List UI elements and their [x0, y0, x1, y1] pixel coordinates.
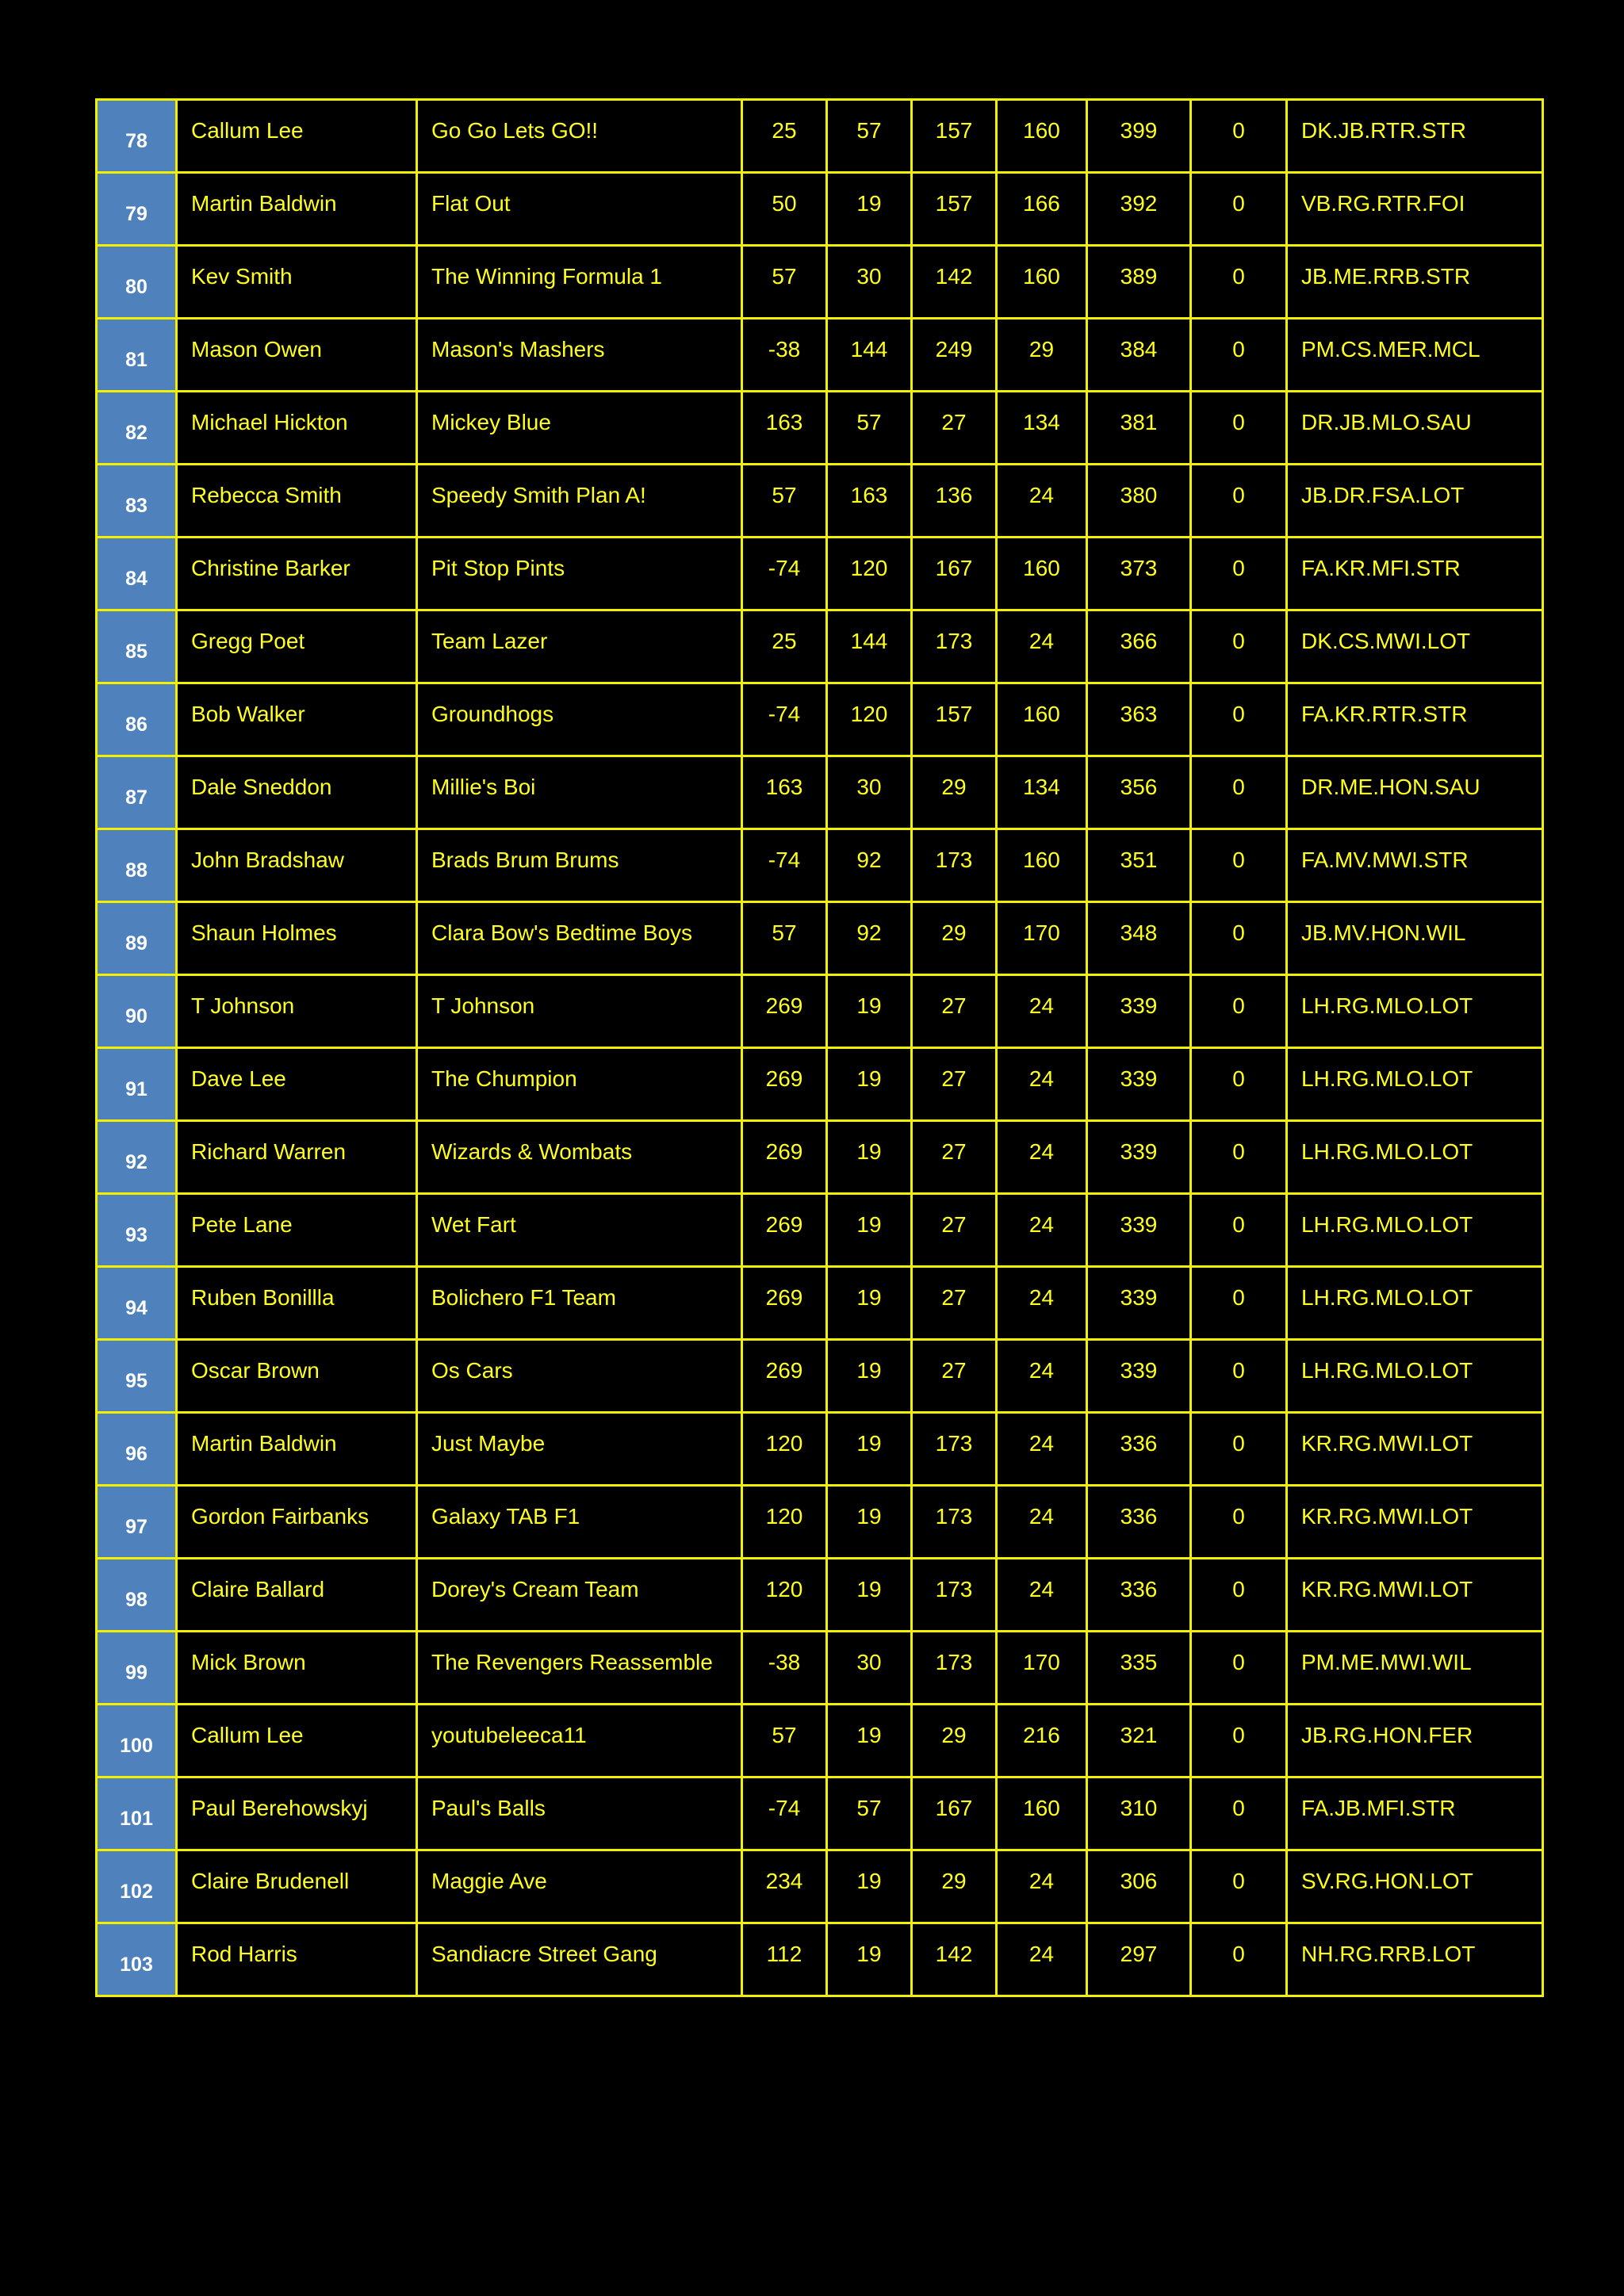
score-cell-2: 30 [827, 756, 912, 829]
rank-cell: 91 [97, 1048, 177, 1121]
total-points-cell: 336 [1087, 1559, 1191, 1632]
selection-code-cell: KR.RG.MWI.LOT [1287, 1486, 1543, 1559]
score-cell-4: 216 [997, 1705, 1087, 1777]
rank-cell: 83 [97, 465, 177, 538]
score-cell-2: 19 [827, 1923, 912, 1996]
score-cell-4: 134 [997, 392, 1087, 465]
player-name-cell: Michael Hickton [177, 392, 417, 465]
total-points-cell: 373 [1087, 538, 1191, 610]
score-cell-2: 92 [827, 829, 912, 902]
score-cell-3: 167 [912, 538, 997, 610]
total-points-cell: 339 [1087, 1194, 1191, 1267]
player-name-cell: Martin Baldwin [177, 173, 417, 246]
score-cell-4: 24 [997, 1413, 1087, 1486]
table-row [97, 1340, 1543, 1413]
score-cell-4: 166 [997, 173, 1087, 246]
table-row [97, 756, 1543, 829]
total-points-cell: 339 [1087, 1048, 1191, 1121]
player-name-cell: Martin Baldwin [177, 1413, 417, 1486]
team-name-cell: Wizards & Wombats [417, 1121, 742, 1194]
score-cell-2: 19 [827, 1559, 912, 1632]
score-cell-3: 142 [912, 246, 997, 319]
score-cell-2: 144 [827, 319, 912, 392]
total-points-cell: 381 [1087, 392, 1191, 465]
selection-code-cell: LH.RG.MLO.LOT [1287, 1340, 1543, 1413]
table-row [97, 100, 1543, 173]
bonus-cell: 0 [1191, 1923, 1287, 1996]
score-cell-4: 24 [997, 465, 1087, 538]
score-cell-2: 19 [827, 1705, 912, 1777]
score-cell-1: 269 [742, 1194, 827, 1267]
player-name-cell: Gordon Fairbanks [177, 1486, 417, 1559]
player-name-cell: T Johnson [177, 975, 417, 1048]
bonus-cell: 0 [1191, 1850, 1287, 1923]
rank-cell: 92 [97, 1121, 177, 1194]
score-cell-4: 24 [997, 1048, 1087, 1121]
selection-code-cell: PM.ME.MWI.WIL [1287, 1632, 1543, 1705]
score-cell-3: 27 [912, 392, 997, 465]
score-cell-4: 170 [997, 1632, 1087, 1705]
table-row [97, 829, 1543, 902]
team-name-cell: Flat Out [417, 173, 742, 246]
score-cell-4: 24 [997, 1850, 1087, 1923]
rank-cell: 102 [97, 1850, 177, 1923]
score-cell-3: 27 [912, 1121, 997, 1194]
total-points-cell: 392 [1087, 173, 1191, 246]
score-cell-3: 142 [912, 1923, 997, 1996]
score-cell-1: 269 [742, 1340, 827, 1413]
selection-code-cell: JB.RG.HON.FER [1287, 1705, 1543, 1777]
player-name-cell: Mick Brown [177, 1632, 417, 1705]
total-points-cell: 363 [1087, 683, 1191, 756]
team-name-cell: T Johnson [417, 975, 742, 1048]
table-row [97, 610, 1543, 683]
score-cell-3: 29 [912, 756, 997, 829]
total-points-cell: 297 [1087, 1923, 1191, 1996]
team-name-cell: Os Cars [417, 1340, 742, 1413]
selection-code-cell: JB.DR.FSA.LOT [1287, 465, 1543, 538]
score-cell-3: 136 [912, 465, 997, 538]
score-cell-2: 19 [827, 1194, 912, 1267]
score-cell-3: 249 [912, 319, 997, 392]
table-row [97, 1705, 1543, 1777]
score-cell-1: 269 [742, 1121, 827, 1194]
score-cell-3: 157 [912, 173, 997, 246]
table-row [97, 1048, 1543, 1121]
bonus-cell: 0 [1191, 538, 1287, 610]
score-cell-2: 19 [827, 1048, 912, 1121]
bonus-cell: 0 [1191, 756, 1287, 829]
selection-code-cell: SV.RG.HON.LOT [1287, 1850, 1543, 1923]
player-name-cell: Rod Harris [177, 1923, 417, 1996]
bonus-cell: 0 [1191, 975, 1287, 1048]
score-cell-1: 120 [742, 1486, 827, 1559]
score-cell-1: 120 [742, 1559, 827, 1632]
player-name-cell: Claire Ballard [177, 1559, 417, 1632]
rank-cell: 82 [97, 392, 177, 465]
player-name-cell: Claire Brudenell [177, 1850, 417, 1923]
score-cell-1: 269 [742, 1048, 827, 1121]
bonus-cell: 0 [1191, 246, 1287, 319]
rank-cell: 85 [97, 610, 177, 683]
score-cell-1: 50 [742, 173, 827, 246]
standings-table [95, 98, 1544, 1997]
table-body [97, 100, 1543, 1996]
score-cell-3: 173 [912, 1632, 997, 1705]
score-cell-4: 24 [997, 1340, 1087, 1413]
score-cell-4: 160 [997, 1777, 1087, 1850]
score-cell-1: 25 [742, 100, 827, 173]
rank-cell: 97 [97, 1486, 177, 1559]
total-points-cell: 339 [1087, 975, 1191, 1048]
player-name-cell: Rebecca Smith [177, 465, 417, 538]
total-points-cell: 380 [1087, 465, 1191, 538]
table-row [97, 683, 1543, 756]
table-row [97, 246, 1543, 319]
score-cell-3: 157 [912, 100, 997, 173]
score-cell-4: 24 [997, 1923, 1087, 1996]
selection-code-cell: LH.RG.MLO.LOT [1287, 1267, 1543, 1340]
score-cell-1: 269 [742, 975, 827, 1048]
rank-cell: 86 [97, 683, 177, 756]
score-cell-1: 163 [742, 392, 827, 465]
rank-cell: 89 [97, 902, 177, 975]
table-row [97, 1194, 1543, 1267]
team-name-cell: Pit Stop Pints [417, 538, 742, 610]
team-name-cell: Clara Bow's Bedtime Boys [417, 902, 742, 975]
score-cell-2: 57 [827, 100, 912, 173]
table-row [97, 1486, 1543, 1559]
rank-cell: 93 [97, 1194, 177, 1267]
bonus-cell: 0 [1191, 100, 1287, 173]
player-name-cell: Christine Barker [177, 538, 417, 610]
score-cell-1: 234 [742, 1850, 827, 1923]
bonus-cell: 0 [1191, 1705, 1287, 1777]
score-cell-4: 24 [997, 1559, 1087, 1632]
rank-cell: 94 [97, 1267, 177, 1340]
selection-code-cell: FA.JB.MFI.STR [1287, 1777, 1543, 1850]
total-points-cell: 336 [1087, 1486, 1191, 1559]
score-cell-2: 19 [827, 1850, 912, 1923]
total-points-cell: 348 [1087, 902, 1191, 975]
score-cell-3: 27 [912, 1194, 997, 1267]
score-cell-4: 170 [997, 902, 1087, 975]
score-cell-1: -74 [742, 538, 827, 610]
team-name-cell: Go Go Lets GO!! [417, 100, 742, 173]
total-points-cell: 306 [1087, 1850, 1191, 1923]
score-cell-1: 163 [742, 756, 827, 829]
total-points-cell: 351 [1087, 829, 1191, 902]
total-points-cell: 339 [1087, 1267, 1191, 1340]
team-name-cell: Mason's Mashers [417, 319, 742, 392]
selection-code-cell: NH.RG.RRB.LOT [1287, 1923, 1543, 1996]
player-name-cell: John Bradshaw [177, 829, 417, 902]
selection-code-cell: VB.RG.RTR.FOI [1287, 173, 1543, 246]
table-row [97, 319, 1543, 392]
rank-cell: 79 [97, 173, 177, 246]
team-name-cell: Wet Fart [417, 1194, 742, 1267]
team-name-cell: youtubeleeca11 [417, 1705, 742, 1777]
selection-code-cell: DR.ME.HON.SAU [1287, 756, 1543, 829]
bonus-cell: 0 [1191, 319, 1287, 392]
score-cell-3: 29 [912, 1850, 997, 1923]
bonus-cell: 0 [1191, 902, 1287, 975]
score-cell-3: 173 [912, 1486, 997, 1559]
score-cell-2: 120 [827, 683, 912, 756]
score-cell-3: 167 [912, 1777, 997, 1850]
team-name-cell: Groundhogs [417, 683, 742, 756]
rank-cell: 81 [97, 319, 177, 392]
rank-cell: 80 [97, 246, 177, 319]
table-row [97, 1777, 1543, 1850]
rank-cell: 101 [97, 1777, 177, 1850]
selection-code-cell: JB.MV.HON.WIL [1287, 902, 1543, 975]
player-name-cell: Kev Smith [177, 246, 417, 319]
team-name-cell: Dorey's Cream Team [417, 1559, 742, 1632]
score-cell-1: 112 [742, 1923, 827, 1996]
selection-code-cell: JB.ME.RRB.STR [1287, 246, 1543, 319]
team-name-cell: Speedy Smith Plan A! [417, 465, 742, 538]
team-name-cell: Bolichero F1 Team [417, 1267, 742, 1340]
total-points-cell: 389 [1087, 246, 1191, 319]
total-points-cell: 339 [1087, 1121, 1191, 1194]
score-cell-3: 27 [912, 975, 997, 1048]
team-name-cell: Millie's Boi [417, 756, 742, 829]
rank-cell: 78 [97, 100, 177, 173]
bonus-cell: 0 [1191, 1413, 1287, 1486]
selection-code-cell: LH.RG.MLO.LOT [1287, 975, 1543, 1048]
selection-code-cell: KR.RG.MWI.LOT [1287, 1413, 1543, 1486]
score-cell-4: 160 [997, 246, 1087, 319]
score-cell-4: 160 [997, 829, 1087, 902]
score-cell-1: 57 [742, 246, 827, 319]
bonus-cell: 0 [1191, 1267, 1287, 1340]
table-row [97, 1413, 1543, 1486]
score-cell-3: 27 [912, 1340, 997, 1413]
bonus-cell: 0 [1191, 829, 1287, 902]
bonus-cell: 0 [1191, 173, 1287, 246]
score-cell-2: 30 [827, 246, 912, 319]
score-cell-1: 57 [742, 902, 827, 975]
score-cell-2: 19 [827, 1267, 912, 1340]
total-points-cell: 339 [1087, 1340, 1191, 1413]
bonus-cell: 0 [1191, 1559, 1287, 1632]
table-row [97, 465, 1543, 538]
score-cell-2: 92 [827, 902, 912, 975]
score-cell-4: 134 [997, 756, 1087, 829]
score-cell-4: 160 [997, 683, 1087, 756]
player-name-cell: Callum Lee [177, 100, 417, 173]
bonus-cell: 0 [1191, 392, 1287, 465]
score-cell-4: 24 [997, 1486, 1087, 1559]
rank-cell: 90 [97, 975, 177, 1048]
score-cell-1: -74 [742, 1777, 827, 1850]
total-points-cell: 321 [1087, 1705, 1191, 1777]
score-cell-2: 19 [827, 1413, 912, 1486]
score-cell-2: 19 [827, 173, 912, 246]
total-points-cell: 336 [1087, 1413, 1191, 1486]
selection-code-cell: DK.JB.RTR.STR [1287, 100, 1543, 173]
player-name-cell: Ruben Bonillla [177, 1267, 417, 1340]
table-row [97, 538, 1543, 610]
score-cell-1: 57 [742, 1705, 827, 1777]
score-cell-2: 57 [827, 1777, 912, 1850]
total-points-cell: 399 [1087, 100, 1191, 173]
score-cell-1: 25 [742, 610, 827, 683]
selection-code-cell: PM.CS.MER.MCL [1287, 319, 1543, 392]
team-name-cell: Just Maybe [417, 1413, 742, 1486]
score-cell-2: 120 [827, 538, 912, 610]
table-row [97, 902, 1543, 975]
player-name-cell: Dave Lee [177, 1048, 417, 1121]
total-points-cell: 310 [1087, 1777, 1191, 1850]
player-name-cell: Bob Walker [177, 683, 417, 756]
player-name-cell: Paul Berehowskyj [177, 1777, 417, 1850]
rank-cell: 98 [97, 1559, 177, 1632]
score-cell-3: 173 [912, 610, 997, 683]
score-cell-4: 24 [997, 1194, 1087, 1267]
selection-code-cell: FA.MV.MWI.STR [1287, 829, 1543, 902]
score-cell-3: 29 [912, 1705, 997, 1777]
table-row [97, 1923, 1543, 1996]
bonus-cell: 0 [1191, 1121, 1287, 1194]
table-row [97, 1632, 1543, 1705]
table-row [97, 1850, 1543, 1923]
selection-code-cell: DR.JB.MLO.SAU [1287, 392, 1543, 465]
score-cell-3: 173 [912, 1413, 997, 1486]
table-row [97, 173, 1543, 246]
score-cell-2: 19 [827, 1121, 912, 1194]
score-cell-2: 144 [827, 610, 912, 683]
score-cell-2: 30 [827, 1632, 912, 1705]
score-cell-1: -74 [742, 683, 827, 756]
score-cell-3: 157 [912, 683, 997, 756]
score-cell-3: 27 [912, 1048, 997, 1121]
total-points-cell: 366 [1087, 610, 1191, 683]
rank-cell: 84 [97, 538, 177, 610]
score-cell-3: 29 [912, 902, 997, 975]
score-cell-4: 160 [997, 538, 1087, 610]
selection-code-cell: LH.RG.MLO.LOT [1287, 1194, 1543, 1267]
score-cell-4: 29 [997, 319, 1087, 392]
selection-code-cell: LH.RG.MLO.LOT [1287, 1048, 1543, 1121]
bonus-cell: 0 [1191, 1048, 1287, 1121]
table-row [97, 1121, 1543, 1194]
table-row [97, 1267, 1543, 1340]
rank-cell: 99 [97, 1632, 177, 1705]
table-row [97, 1559, 1543, 1632]
score-cell-1: 269 [742, 1267, 827, 1340]
score-cell-3: 173 [912, 829, 997, 902]
bonus-cell: 0 [1191, 1486, 1287, 1559]
player-name-cell: Dale Sneddon [177, 756, 417, 829]
team-name-cell: Paul's Balls [417, 1777, 742, 1850]
player-name-cell: Callum Lee [177, 1705, 417, 1777]
score-cell-1: 120 [742, 1413, 827, 1486]
table-row [97, 392, 1543, 465]
team-name-cell: The Chumpion [417, 1048, 742, 1121]
score-cell-2: 19 [827, 1486, 912, 1559]
rank-cell: 95 [97, 1340, 177, 1413]
score-cell-2: 57 [827, 392, 912, 465]
rank-cell: 96 [97, 1413, 177, 1486]
score-cell-4: 24 [997, 975, 1087, 1048]
total-points-cell: 356 [1087, 756, 1191, 829]
team-name-cell: Brads Brum Brums [417, 829, 742, 902]
team-name-cell: The Winning Formula 1 [417, 246, 742, 319]
team-name-cell: Maggie Ave [417, 1850, 742, 1923]
total-points-cell: 384 [1087, 319, 1191, 392]
bonus-cell: 0 [1191, 683, 1287, 756]
score-cell-2: 19 [827, 1340, 912, 1413]
player-name-cell: Mason Owen [177, 319, 417, 392]
rank-cell: 100 [97, 1705, 177, 1777]
score-cell-4: 24 [997, 610, 1087, 683]
rank-cell: 103 [97, 1923, 177, 1996]
rank-cell: 87 [97, 756, 177, 829]
score-cell-3: 27 [912, 1267, 997, 1340]
bonus-cell: 0 [1191, 1632, 1287, 1705]
bonus-cell: 0 [1191, 1194, 1287, 1267]
team-name-cell: Sandiacre Street Gang [417, 1923, 742, 1996]
player-name-cell: Pete Lane [177, 1194, 417, 1267]
score-cell-1: -38 [742, 1632, 827, 1705]
score-cell-3: 173 [912, 1559, 997, 1632]
bonus-cell: 0 [1191, 1777, 1287, 1850]
selection-code-cell: KR.RG.MWI.LOT [1287, 1559, 1543, 1632]
score-cell-4: 24 [997, 1121, 1087, 1194]
score-cell-4: 160 [997, 100, 1087, 173]
score-cell-2: 19 [827, 975, 912, 1048]
bonus-cell: 0 [1191, 610, 1287, 683]
score-cell-1: -38 [742, 319, 827, 392]
score-cell-2: 163 [827, 465, 912, 538]
selection-code-cell: FA.KR.MFI.STR [1287, 538, 1543, 610]
rank-cell: 88 [97, 829, 177, 902]
total-points-cell: 335 [1087, 1632, 1191, 1705]
team-name-cell: The Revengers Reassemble [417, 1632, 742, 1705]
score-cell-4: 24 [997, 1267, 1087, 1340]
score-cell-1: 57 [742, 465, 827, 538]
bonus-cell: 0 [1191, 1340, 1287, 1413]
bonus-cell: 0 [1191, 465, 1287, 538]
selection-code-cell: DK.CS.MWI.LOT [1287, 610, 1543, 683]
player-name-cell: Richard Warren [177, 1121, 417, 1194]
player-name-cell: Gregg Poet [177, 610, 417, 683]
selection-code-cell: FA.KR.RTR.STR [1287, 683, 1543, 756]
team-name-cell: Team Lazer [417, 610, 742, 683]
player-name-cell: Shaun Holmes [177, 902, 417, 975]
table-row [97, 975, 1543, 1048]
team-name-cell: Galaxy TAB F1 [417, 1486, 742, 1559]
player-name-cell: Oscar Brown [177, 1340, 417, 1413]
team-name-cell: Mickey Blue [417, 392, 742, 465]
score-cell-1: -74 [742, 829, 827, 902]
selection-code-cell: LH.RG.MLO.LOT [1287, 1121, 1543, 1194]
